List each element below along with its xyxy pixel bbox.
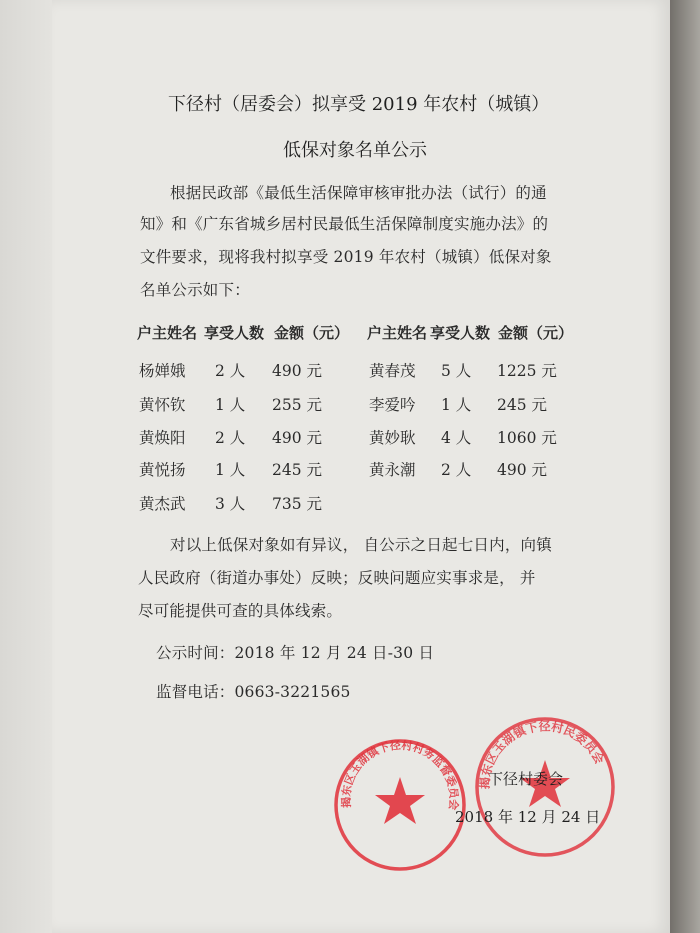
supervision-phone: 监督电话：0663-3221565 [156,683,351,701]
row-name: 李爱吟 [369,396,416,414]
svg-text:揭东区玉湖镇下径村民委员会: 揭东区玉湖镇下径村民委员会 [477,719,607,790]
title-line-2: 低保对象名单公示 [283,140,427,161]
row-count: 2 人 [441,461,472,479]
background-right [668,0,700,933]
intro-line: 名单公示如下： [140,281,250,299]
header-count: 享受人数 [204,324,265,342]
header-amount: 金额（元） [274,324,350,342]
row-count: 5 人 [441,362,472,380]
row-amount: 735 元 [272,495,323,513]
supervision-committee-seal [330,735,470,875]
background-left [0,0,52,933]
objection-line: 人民政府（街道办事处）反映；反映问题应实事求是， 并 [138,569,536,587]
objection-line: 尽可能提供可查的具体线索。 [138,602,343,620]
row-amount: 1060 元 [497,429,557,447]
header-amount: 金额（元） [498,324,574,342]
row-name: 黄妙耿 [369,429,416,447]
row-count: 4 人 [441,429,472,447]
row-count: 2 人 [215,429,246,447]
row-amount: 490 元 [272,362,323,380]
objection-line: 对以上低保对象如有异议， 自公示之日起七日内，向镇 [170,536,552,554]
row-amount: 490 元 [272,429,323,447]
row-amount: 245 元 [272,461,323,479]
header-name: 户主姓名 [367,324,428,342]
intro-line: 根据民政部《最低生活保障审核审批办法（试行）的通 [170,184,547,202]
row-name: 黄永潮 [369,461,416,479]
row-amount: 490 元 [497,461,548,479]
intro-line: 知》和《广东省城乡居村民最低生活保障制度实施办法》的 [140,215,549,233]
title-line-1: 下径村（居委会）拟享受 2019 年农村（城镇） [168,94,550,115]
row-count: 1 人 [215,461,246,479]
row-amount: 245 元 [497,396,548,414]
row-count: 3 人 [215,495,246,513]
svg-text:揭东区玉湖镇下径村村务监督委员会: 揭东区玉湖镇下径村村务监督委员会 [339,738,461,811]
row-name: 黄春茂 [369,362,416,380]
row-name: 黄悦扬 [139,461,186,479]
sign-date: 2018 年 12 月 24 日 [455,808,601,826]
row-count: 1 人 [441,396,472,414]
signer-name: 下径村委会 [488,770,564,788]
row-name: 黄怀钦 [139,396,186,414]
row-name: 黄杰武 [139,495,186,513]
publicity-period: 公示时间：2018 年 12 月 24 日-30 日 [156,644,435,662]
row-count: 2 人 [215,362,246,380]
intro-line: 文件要求，现将我村拟享受 2019 年农村（城镇）低保对象 [140,248,552,266]
row-name: 杨婵娥 [139,362,186,380]
header-name: 户主姓名 [137,324,198,342]
row-name: 黄焕阳 [139,429,186,447]
header-count: 享受人数 [430,324,491,342]
row-amount: 255 元 [272,396,323,414]
row-amount: 1225 元 [497,362,557,380]
row-count: 1 人 [215,396,246,414]
